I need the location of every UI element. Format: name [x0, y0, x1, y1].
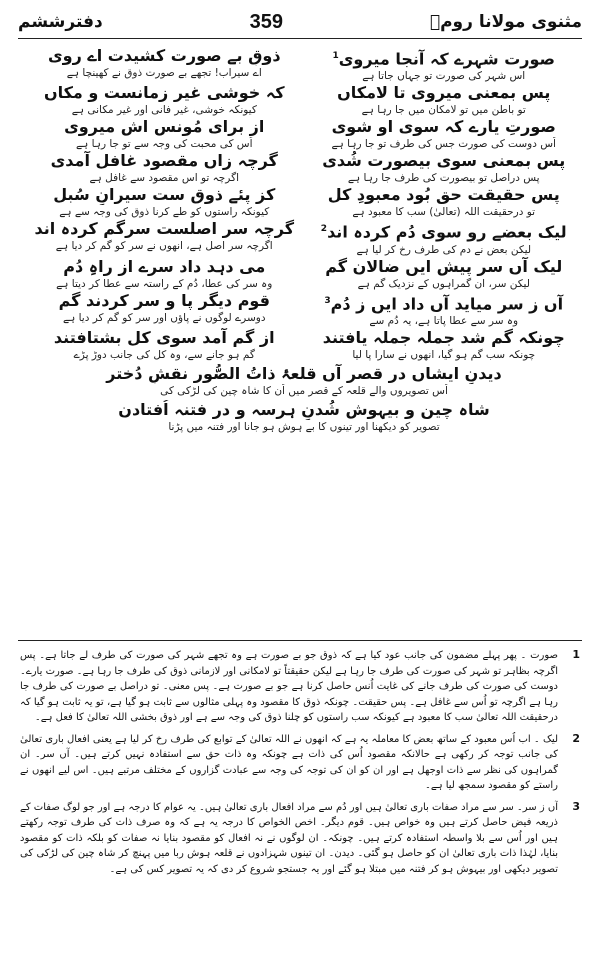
couplet-row [30, 185, 578, 219]
translation-text: اے سیراب! تجھے بے صورت ذوق نے کھینچا ہے [66, 67, 262, 79]
page-header [18, 6, 582, 39]
translation-text: گم ہو جانے سے، وہ کل کی جانب دوڑ پڑے [73, 348, 255, 361]
book-title: مثنوی مولانا رومؒ [429, 12, 582, 32]
heading-verse: دیدنِ ایشاں در قصر آں قلعۂ ذاتُ الصُّور نقشِ دُختر [106, 363, 502, 383]
verse-text: گرچہ زاں مقصود غافل آمدی [50, 151, 278, 171]
translation-text: کیونکہ خوشی، غیر فانی اور غیر مکانی ہے [71, 104, 257, 117]
hemistich-right [309, 291, 578, 328]
couplet-row [30, 328, 578, 362]
hemistich-left [30, 291, 299, 328]
verse-text: می دہد داد سرے از راہِ دُم [63, 256, 266, 276]
verse-text: چونکہ گم شد جملہ جملہ یافتند [322, 327, 565, 347]
translation-text: پس دراصل تو بیصورت کی طرف جا رہا ہے [347, 172, 540, 185]
footnote-divider [18, 640, 582, 641]
footnote-text: لیک ۔ اب اُس معبود کے ساتھ بعض کا معاملہ یہ ہے کہ انھوں نے اللہ تعالیٰ کے توابع کی طرف رخ کر لیا ہے یعنی افعال باری تعالیٰ کی جانب توجہ کر رکھی ہے حالانکہ مقصود اُس کی ذات ہے چونکہ وہ ذات حق سے استفادہ نہیں کرتے ہیں۔ آں سر۔ ان گمراہوں کی نظر سے ذات اوجھل ہے اور ان کو ان کی توجہ کی وجہ سے عبادت گزاروں کے مختلف مرتبے ہیں۔ اس لیے انھوں نے راستے کو مقصود سمجھ لیا ہے۔ [20, 733, 558, 791]
footnote-marker: 1 [332, 51, 339, 61]
verse-text: پس حقیقت حق بُود معبودِ کل [327, 185, 560, 205]
footnote-text: صورت ۔ پھر پہلے مضمون کی جانب عود کیا ہے کہ ذوق جو بے صورت ہے وہ تجھے شہر کی صورت کی طرف لے جاتا ہے۔ پس اگرچہ بظاہر تو شہر کی صورت کی طرف جا رہا ہے لیکن حقیقتاً تو لامکانی اور لازمانی ذوق کی طرف جا رہا ہے۔ صورت یارے۔ دوست کی صورت کی طرف جانے کی غایت اُنس حاصل کرنا ہے جو بے صورت ہے۔ پس معنی۔ تو دراصل بے صورت کی طرف جا رہا ہے اگرچہ تو اُس سے غافل ہے۔ پس حقیقت۔ چونکہ ذوق کا مقصود وہ پہلی مثالوں سے ثابت ہو گیا ہے، تو یہ ثابت ہو گیا کہ درحقیقت اللہ تعالیٰ سب کا معبود ہے کیونکہ سب راستوں کو چلنا ذوق کی وجہ سے ہے اور ذوق بخشی اللہ تعالیٰ کا فعل ہے۔ [20, 650, 558, 723]
hemistich-left [30, 46, 299, 83]
hemistich-right [309, 219, 578, 256]
verse-section [30, 46, 578, 636]
verse-text: پس بمعنی سوی بیصورت شُدی [322, 151, 566, 171]
translation-text: وہ سر کی عطا، دُم کے راستہ سے عطا کر دیتا ہے [56, 277, 273, 290]
heading-translation: اُس تصویروں والے قلعہ کے قصر میں اُن کا شاہ چین کی لڑکی کی [160, 384, 448, 397]
verse-text: پس بمعنی میروی تا لامکاں [337, 83, 551, 103]
footnotes-section [20, 648, 580, 883]
translation-text: لیکن سر، ان گمراہوں کے نزدیک گم ہے [357, 277, 530, 290]
translation-text: اُس دوست کی صورت جس کی طرف تو جا رہا ہے [331, 138, 556, 151]
footnote-number: 3 [572, 799, 580, 813]
translation-text: تو درحقیقت اللہ (تعالیٰ) سب کا معبود ہے [352, 206, 536, 219]
translation-text: لیکن بعض نے دم کی طرف رخ کر لیا ہے [356, 243, 532, 256]
verse-text: قوم دیگر پا و سر کردند گم [58, 290, 270, 310]
footnote [20, 800, 580, 878]
verse-text: گرچہ سر اصلست سرگم کردہ اند [34, 219, 295, 239]
heading-translation: تصویر کو دیکھنا اور تینوں کا بے ہوش ہو جانا اور فتنہ میں پڑنا [168, 420, 440, 433]
hemistich-right [309, 83, 578, 117]
hemistich-right [309, 257, 578, 291]
translation-text: اس شہر کی صورت تو جہاں جاتا ہے [362, 70, 526, 83]
verse-text: از گم آمد سوی کل بشتافتند [53, 327, 275, 347]
translation-text: تو باطن میں تو لامکان میں جا رہا ہے [361, 104, 526, 117]
couplet-row [30, 291, 578, 328]
verse-text: کہ خوشی غیر زمانست و مکاں [43, 83, 285, 103]
translation-text: دوسرے لوگوں نے پاؤں اور سر کو گم کر دیا ہے [62, 311, 266, 324]
hemistich-left [30, 151, 299, 185]
hemistich-left [30, 117, 299, 151]
hemistich-left [30, 83, 299, 117]
verse-text: صورتِ یارے کہ سوی او شوی [331, 117, 556, 137]
translation-text: چونکہ سب گم ہو گیا، انھوں نے سارا پا لیا [352, 348, 536, 361]
hemistich-left [30, 257, 299, 291]
verse-text: ذوقِ بے صورت کشیدت اے روی [47, 46, 281, 65]
hemistich-left [30, 219, 299, 256]
verse-text: لیک بعضے رو سوی دُم کردہ اند [327, 222, 567, 242]
footnote [20, 648, 580, 726]
couplet-row [30, 117, 578, 151]
couplet-row [30, 151, 578, 185]
hemistich-left [30, 185, 299, 219]
translation-text: اُس کی محبت کی وجہ سے تو جا رہا ہے [75, 138, 253, 151]
translation-text: اگرچہ تو اس مقصود سے غافل ہے [89, 172, 240, 185]
couplet-row [30, 257, 578, 291]
translation-text: وہ سر سے عطا پاتا ہے، یہ دُم سے [369, 314, 519, 327]
hemistich-right [309, 185, 578, 219]
hemistich-right [309, 328, 578, 362]
verse-text: لیک آں سر پیش ایں ضالان گم [325, 256, 563, 276]
footnote-marker: 2 [320, 224, 328, 235]
couplet-row [30, 46, 578, 83]
verse-text: از برای مُونس اش میروی [64, 117, 265, 137]
hemistich-right [309, 151, 578, 185]
page-number: 359 [249, 10, 283, 33]
couplet-row [30, 83, 578, 117]
verse-text: کز پئے ذوق ست سیرانِ سُبل [53, 185, 276, 205]
translation-text: کیونکہ راستوں کو طے کرنا ذوق کی وجہ سے ہے [59, 206, 270, 219]
footnote-text: آں ز سر۔ سر سے مراد صفات باری تعالیٰ ہیں اور دُم سے مراد افعال باری تعالیٰ ہیں۔ یہ عوام کا درجہ ہے اور جو لوگ صفات کے ذریعہ فیض حاصل کرتے ہیں وہ خواص ہیں۔ قوم دیگر۔ اخص الخواص کا درجہ یہ ہے کہ وہ صرف ذات کی طرف توجہ رکھتے ہیں اور اُس سے بلا واسطہ استفادہ کرتے ہیں۔ چونکہ۔ ان لوگوں نے نہ افعال کو مقصود بنایا نہ صفات کو بلکہ ذات کو مقصود بنایا، لہٰذا ذات باری تعالیٰ ان کو حاصل ہو گئی۔ دیدن۔ ان تینوں شہزادوں نے قلعہ ہوش ربا میں پہنچ کر شاہ چین کی لڑکی کی تصویر دیکھی اور بیہوش ہو کر فتنہ میں مبتلا ہو گئے اور یہ جستجو شروع کر دی کہ یہ تصویر کس کی ہے۔ [20, 801, 558, 875]
footnote-number: 2 [572, 731, 580, 745]
couplet-row [30, 219, 578, 256]
verse-text: آں ز سر میاید آں داد ایں ز دُم [330, 293, 564, 313]
center-couplet [30, 400, 578, 434]
translation-text: اگرچہ سر اصل ہے، انھوں نے سر کو گم کر دیا ہے [55, 240, 273, 253]
footnote-number: 1 [572, 648, 580, 661]
footnote [20, 732, 580, 794]
verse-text: صورت شہرے کہ آنجا میروی [338, 49, 555, 69]
footnote-marker: 3 [324, 295, 331, 306]
hemistich-right [309, 46, 578, 83]
heading-verse: شاہ چین و بیہوش شُدنِ ہرسہ و در فتنہ اُفتادن [118, 399, 490, 419]
hemistich-left [30, 328, 299, 362]
hemistich-right [309, 117, 578, 151]
part-title: دفترششم [18, 12, 103, 32]
center-couplet [30, 364, 578, 398]
